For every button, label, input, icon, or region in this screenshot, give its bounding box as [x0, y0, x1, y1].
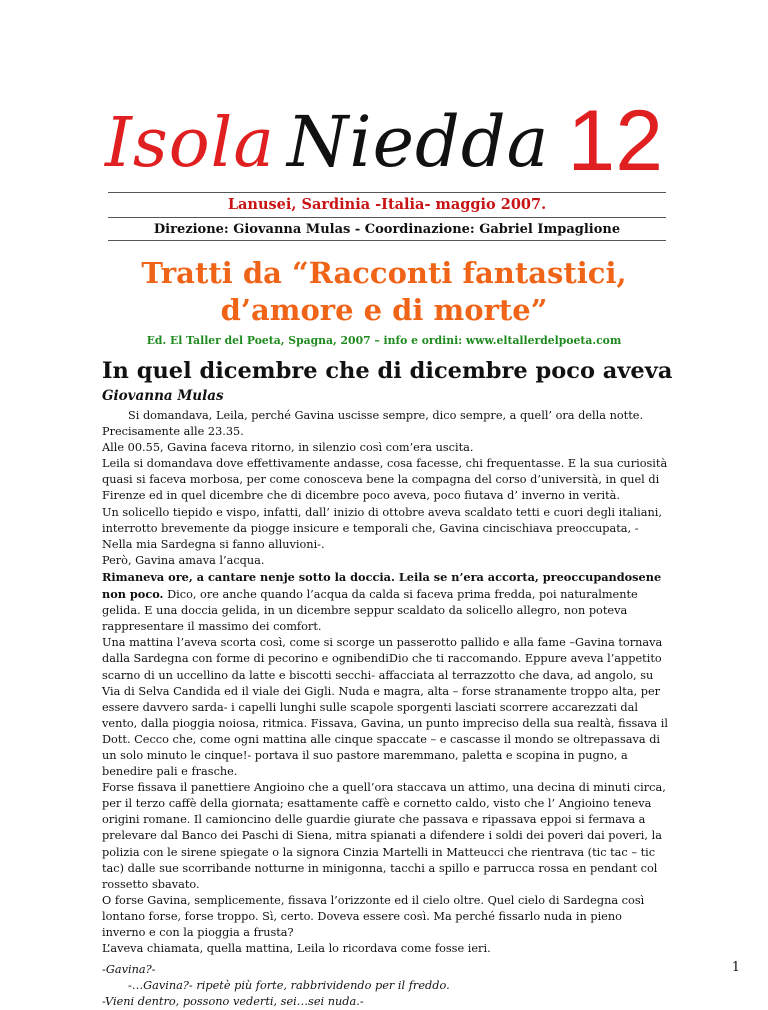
place-date: Lanusei, Sardinia -Italia- maggio 2007.: [227, 196, 547, 213]
dialogue-line: -Gavina?-: [102, 963, 156, 977]
section-title-line2: d’amore e di morte”: [220, 293, 548, 327]
header-rule-bottom: [108, 240, 666, 241]
masthead: [0, 92, 768, 192]
bold-sentence: Rimaneva ore, a cantare nenje sotto la doccia. Leila se n’era accorta, preoccupandosene non poco.: [102, 569, 662, 602]
paragraph: Precisamente alle 23.35.: [102, 425, 244, 439]
paragraph-mixed: [102, 569, 668, 635]
header-rule-top: [108, 192, 666, 193]
issue-number: 12: [567, 93, 664, 189]
paragraph: Però, Gavina amava l’acqua.: [102, 553, 265, 567]
page-number: 1: [731, 960, 740, 975]
paragraph: Si domandava, Leila, perché Gavina uscisse sempre, dico sempre, a quell’ ora della notte.: [128, 409, 644, 422]
header-rule-middle: [108, 217, 666, 218]
edition-info: Ed. El Taller del Poeta, Spagna, 2007 – info e ordini: www.eltallerdelpoeta.com: [146, 334, 622, 347]
section-title-line1: Tratti da “Racconti fantastici,: [141, 256, 627, 290]
story-title: In quel dicembre che di dicembre poco aveva: [102, 358, 673, 384]
section-title: [70, 255, 698, 329]
paragraph: Alle 00.55, Gavina faceva ritorno, in silenzio così com’era uscita.: [102, 441, 474, 455]
direction-line: Direzione: Giovanna Mulas - Coordinazione: Gabriel Impaglione: [153, 222, 621, 237]
paragraph: Leila si domandava dove effettivamente andasse, cosa facesse, chi frequentasse. E la sua curiosità quasi si faceva morbosa, per come conosceva bene la compagna del corso d’università, in quel di Firenze ed in quel dicembre che di dicembre poco aveva, poco fiutava d’ inverno in verità.: [102, 457, 668, 503]
paragraph: Forse fissava il panettiere Angioino che a quell’ora staccava un attimo, una decina di minuti circa, per il terzo caffè della giornata; esattamente caffè e cornetto caldo, visto che l’ Angioino teneva origini romane. Il camioncino delle guardie giurate che passava e ripassava eppoi si fermava a prelevare dal Banco dei Paschi di Siena, mitra spianati a difendere i soldi dei poveri dai poveri, la polizia con le sirene spiegate o la signora Cinzia Martelli in Matteucci che rientrava (tic tac – tic tac) dalle sue scorribande notturne in minigonna, tacchi a spillo e parrucca rossa en pendant col rossetto sbavato.: [102, 781, 666, 891]
dialogue-line: -Vieni dentro, possono vederti, sei…sei nuda.-: [102, 995, 364, 1009]
masthead-word-niedda: Niedda: [286, 101, 550, 183]
paragraph: Una mattina l’aveva scorta così, come si scorge un passerotto pallido e alla fame –Gavina tornava dalla Sardegna con forme di pecorino e ognibendiDio che ti raccomando. Eppure aveva l’appetito scarno di un uccellino da latte e biscotti secchi- affacciata al terrazzotto che dava, ad angolo, su Via di Selva Candida ed il viale dei Gigli. Nuda e magra, alta – forse stranamente troppo alta, per essere davvero sarda- i capelli lunghi sulle scapole sporgenti lasciati scorrere accarezzati dal vento, dalla pioggia noiosa, ritmica. Fissava, Gavina, un punto impreciso della sua realtà, fissava il Dott. Cecco che, come ogni mattina alle cinque spaccate – e cascasse il mondo se oltrepassava di un solo minuto le cinque!- portava il suo pastore maremmano, paletta e scopina in pugno, a benedire pali e frasche.: [102, 636, 668, 779]
dialogue-line: -…Gavina?- ripetè più forte, rabbrividendo per il freddo.: [128, 979, 450, 993]
paragraph-continuation: Dico, ore anche quando l’acqua da calda si faceva prima fredda, poi naturalmente gelida. E una doccia gelida, in un dicembre seppur scaldato da solicello allegro, non poteva rappresentare il massimo dei comfort.: [102, 588, 638, 634]
paragraph: L’aveva chiamata, quella mattina, Leila lo ricordava come fosse ieri.: [102, 942, 491, 956]
story-body: [102, 408, 668, 1010]
masthead-word-isola: Isola: [104, 104, 275, 183]
paragraph: O forse Gavina, semplicemente, fissava l’orizzonte ed il cielo oltre. Quel cielo di Sardegna così lontano forse, forse troppo. Sì, certo. Doveva essere così. Ma perché fissarlo nuda in pieno inverno e con la pioggia a frusta?: [102, 893, 645, 939]
paragraph: Un solicello tiepido e vispo, infatti, dall’ inizio di ottobre aveva scaldato tetti e cuori degli italiani, interrotto brevemente da piogge insicure e temporali che, Gavina cincischiava preoccupata, - Nella mia Sardegna si fanno alluvioni-.: [102, 505, 662, 551]
story-author: Giovanna Mulas: [102, 388, 224, 404]
